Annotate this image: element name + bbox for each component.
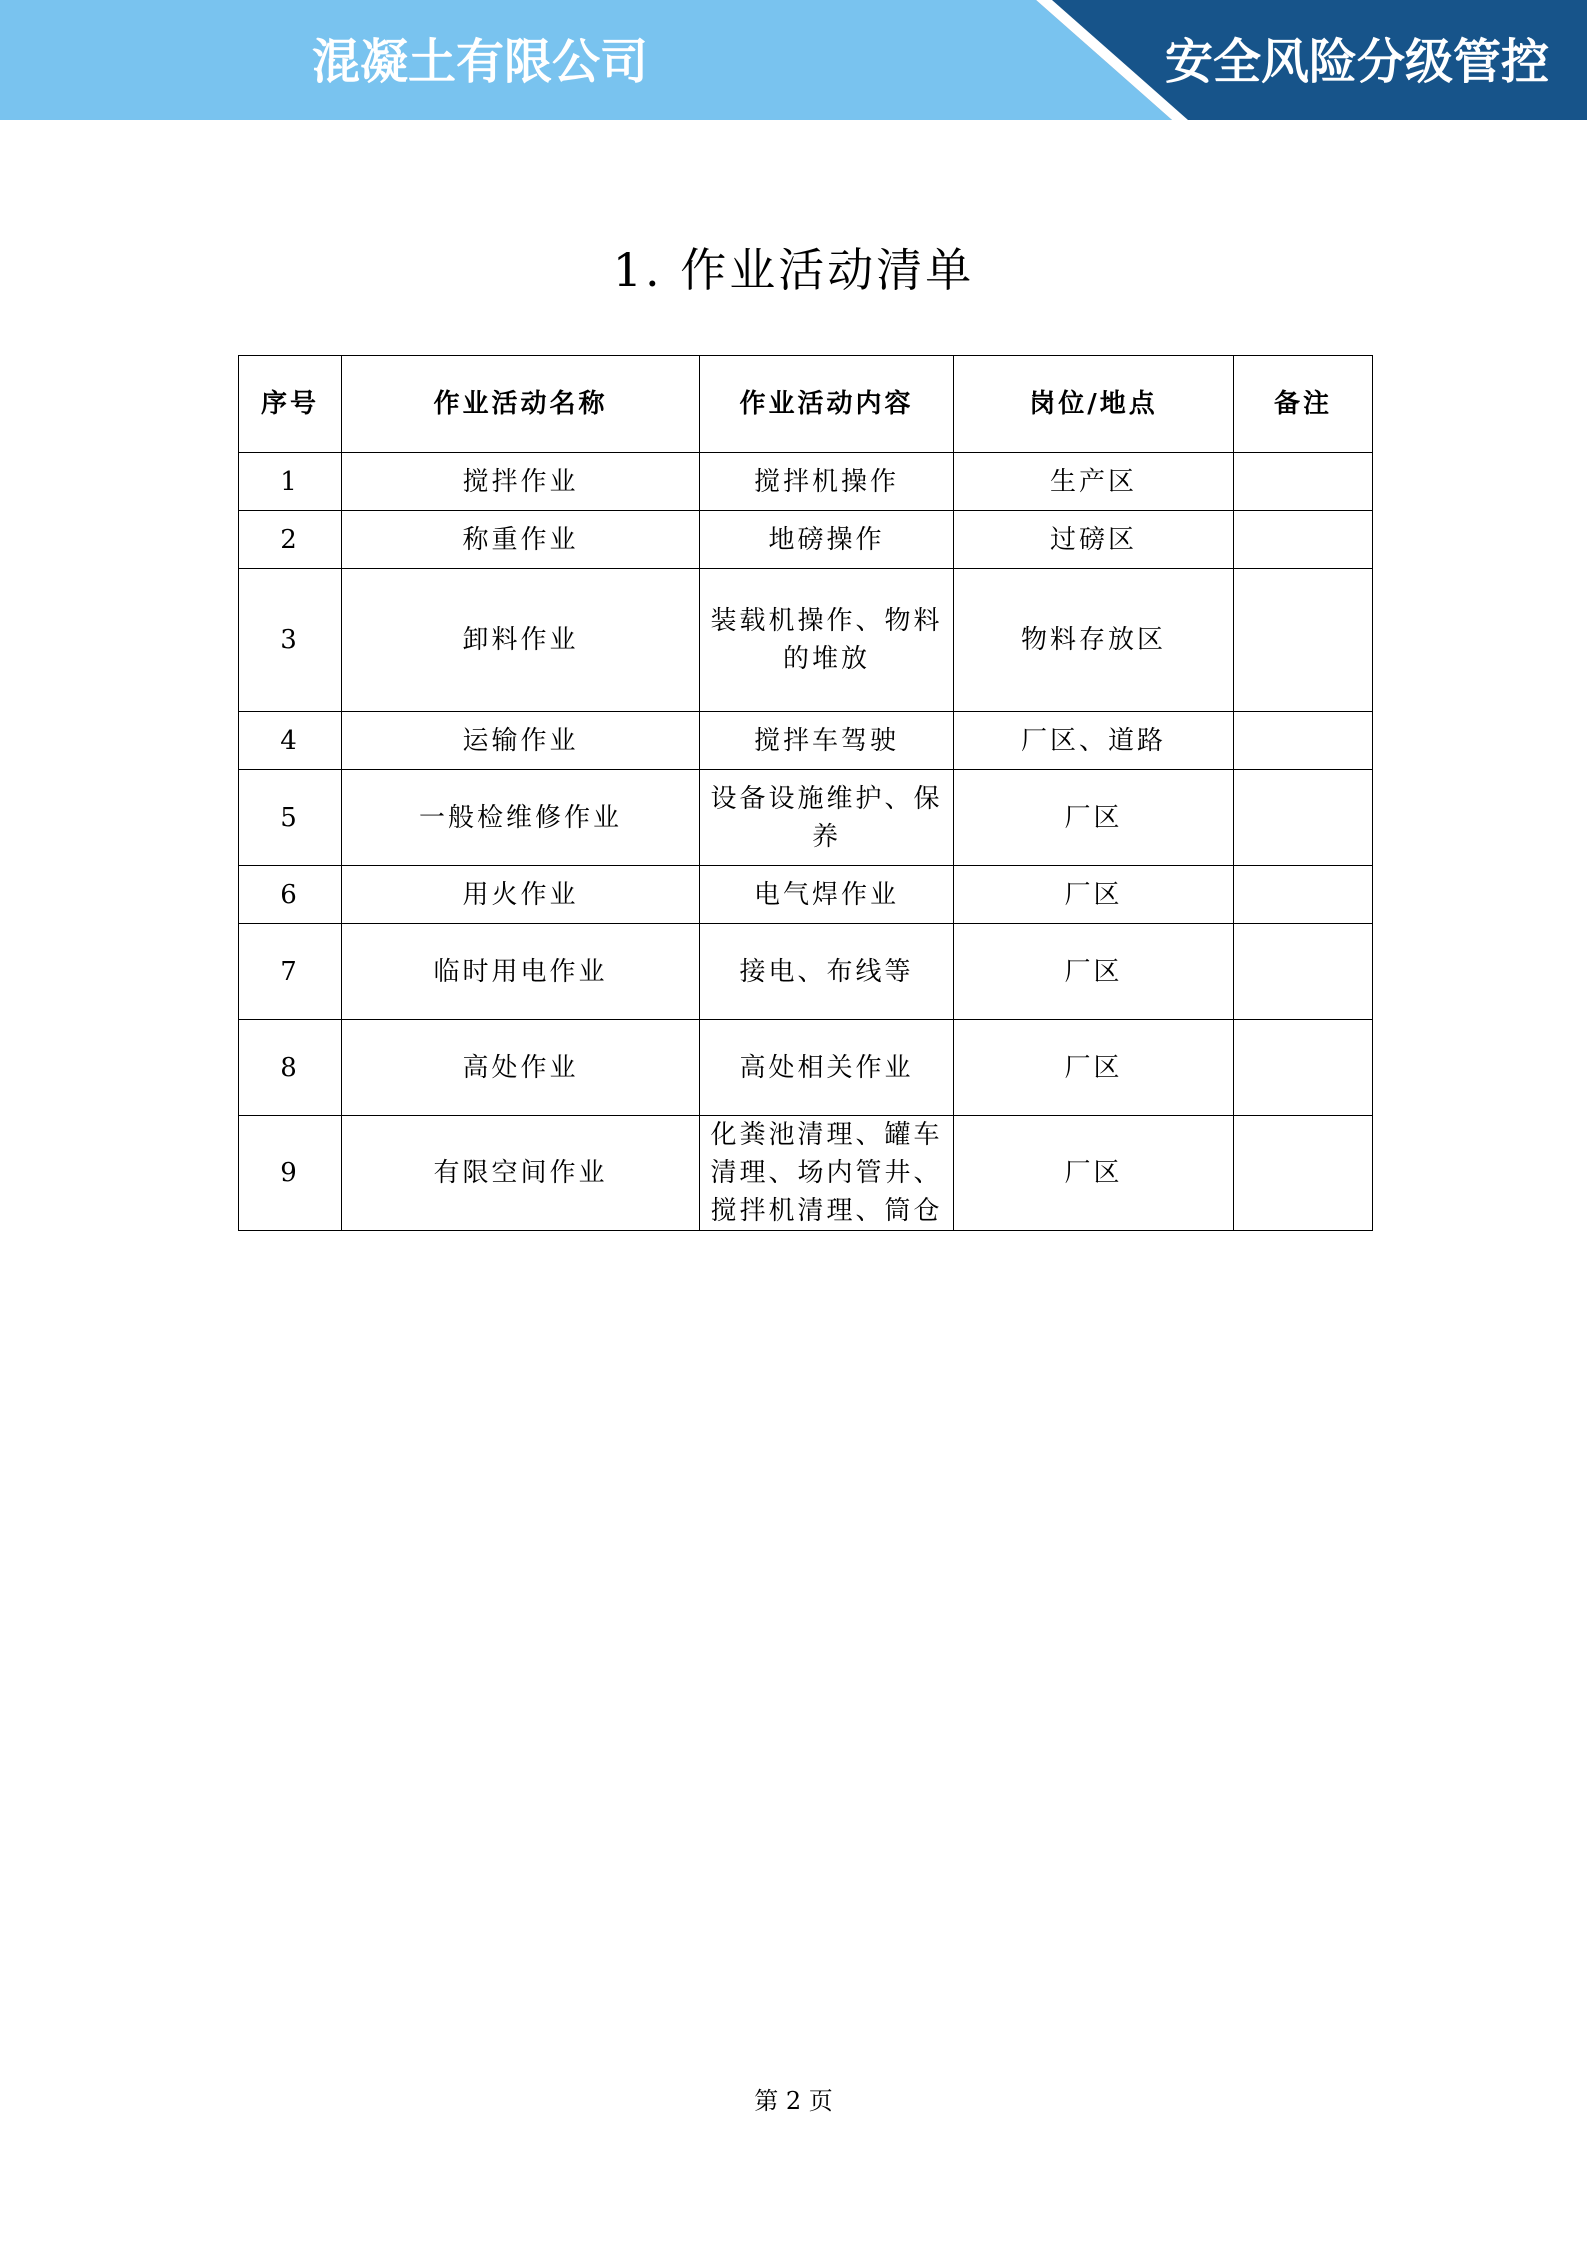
cell-note [1234,1020,1373,1116]
cell-content: 搅拌机操作 [700,453,954,511]
cell-no: 1 [239,453,342,511]
page-number: 第 2 页 [754,2087,833,2115]
cell-content: 接电、布线等 [700,924,954,1020]
cell-location: 过磅区 [954,511,1234,569]
cell-content: 搅拌车驾驶 [700,712,954,770]
cell-content: 地磅操作 [700,511,954,569]
cell-no: 2 [239,511,342,569]
cell-location: 物料存放区 [954,569,1234,712]
table-row [239,866,1373,924]
cell-note [1234,453,1373,511]
table-row [239,569,1373,712]
cell-name: 有限空间作业 [342,1116,700,1231]
cell-name: 称重作业 [342,511,700,569]
cell-location: 厂区、道路 [954,712,1234,770]
cell-note [1234,924,1373,1020]
activity-table [238,355,1373,1231]
cell-content: 设备设施维护、保养 [700,770,954,866]
cell-note [1234,1116,1373,1231]
cell-no: 6 [239,866,342,924]
cell-name: 高处作业 [342,1020,700,1116]
cell-note [1234,511,1373,569]
cell-content: 化粪池清理、罐车清理、场内管井、搅拌机清理、筒仓 [700,1116,954,1231]
cell-content: 电气焊作业 [700,866,954,924]
cell-location: 生产区 [954,453,1234,511]
company-name: 混凝土有限公司 [312,34,649,90]
cell-no: 3 [239,569,342,712]
cell-name: 临时用电作业 [342,924,700,1020]
cell-note [1234,569,1373,712]
cell-name: 用火作业 [342,866,700,924]
header-cell-location: 岗位/地点 [954,356,1234,453]
cell-no: 9 [239,1116,342,1231]
header-cell-name: 作业活动名称 [342,356,700,453]
cell-no: 7 [239,924,342,1020]
table-row [239,1020,1373,1116]
document-title: 1. 作业活动清单 [612,243,975,297]
cell-location: 厂区 [954,866,1234,924]
cell-no: 4 [239,712,342,770]
header-cell-no: 序号 [239,356,342,453]
table-row [239,770,1373,866]
header-cell-note: 备注 [1234,356,1373,453]
cell-note [1234,770,1373,866]
cell-name: 卸料作业 [342,569,700,712]
cell-note [1234,712,1373,770]
cell-name: 运输作业 [342,712,700,770]
table-row [239,924,1373,1020]
cell-note [1234,866,1373,924]
cell-no: 8 [239,1020,342,1116]
cell-location: 厂区 [954,924,1234,1020]
cell-no: 5 [239,770,342,866]
header-title: 安全风险分级管控 [1164,34,1549,90]
cell-content: 高处相关作业 [700,1020,954,1116]
table-row [239,453,1373,511]
cell-location: 厂区 [954,770,1234,866]
table-row [239,1116,1373,1231]
cell-location: 厂区 [954,1116,1234,1231]
table-row [239,511,1373,569]
cell-name: 搅拌作业 [342,453,700,511]
table-row [239,712,1373,770]
cell-location: 厂区 [954,1020,1234,1116]
cell-name: 一般检维修作业 [342,770,700,866]
header-cell-content: 作业活动内容 [700,356,954,453]
cell-content: 装载机操作、物料的堆放 [700,569,954,712]
table-header-row [239,356,1373,453]
